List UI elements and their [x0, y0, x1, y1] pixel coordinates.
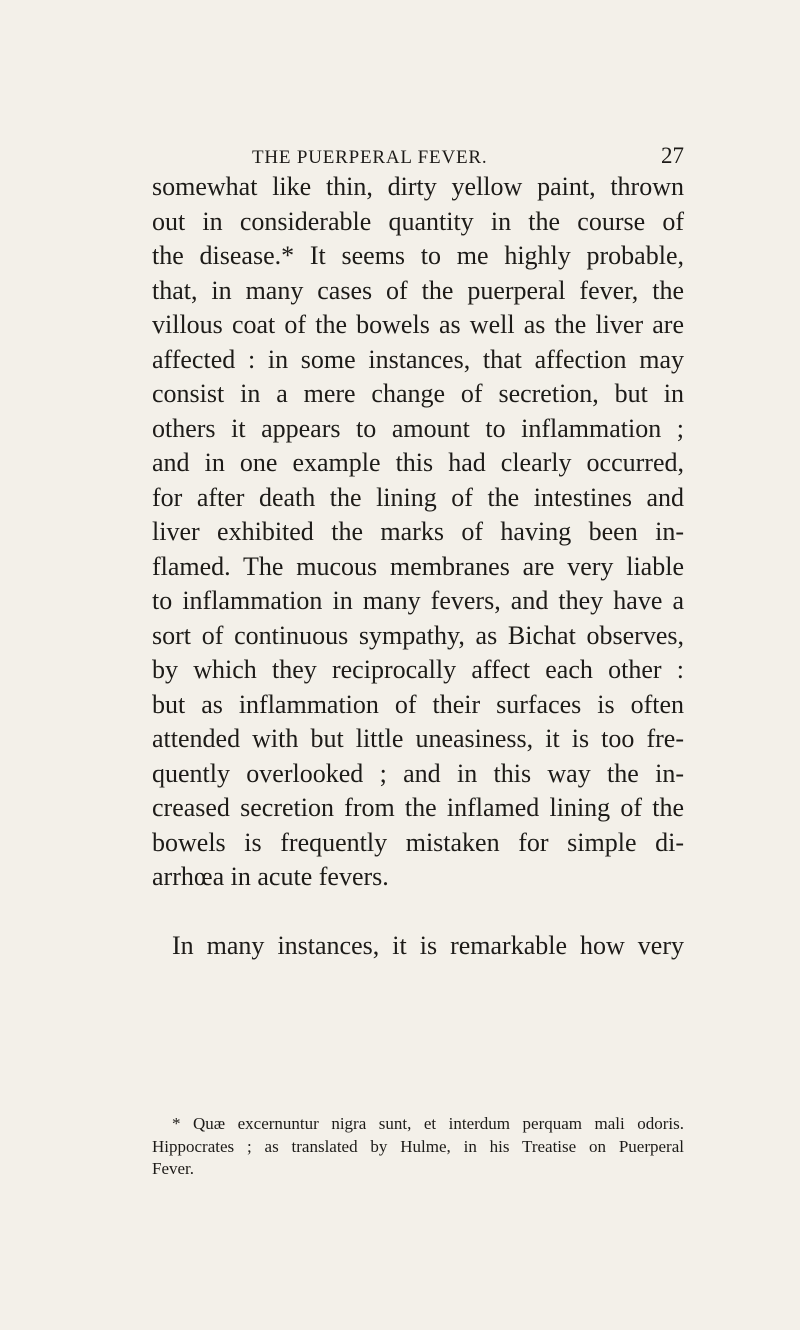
text-line: flamed. The mucous membranes are very liable [152, 551, 684, 581]
text-line: to inflammation in many fevers, and they have a [152, 586, 684, 615]
footnote [152, 1113, 684, 1181]
text-line: bowels is frequently mistaken for simple di- [152, 827, 684, 857]
text-line: liver exhibited the marks of having been in- [152, 517, 684, 546]
text-line: villous coat of the bowels as well as the liver are [152, 310, 684, 339]
text-line: sort of continuous sympathy, as Bichat observes, [152, 620, 684, 650]
text-line: In many instances, it is remarkable how very [172, 930, 684, 960]
text-line: that, in many cases of the puerperal fever, the [152, 275, 684, 305]
text-line: quently overlooked ; and in this way the in- [152, 758, 684, 788]
body-text [152, 170, 684, 963]
page-number: 27 [661, 143, 684, 168]
text-line: consist in a mere change of secretion, but in [152, 379, 684, 408]
running-title: THE PUERPERAL FEVER. [252, 147, 488, 168]
text-line: for after death the lining of the intestines and [152, 482, 684, 512]
text-line: the disease.* It seems to me highly probable, [152, 241, 684, 270]
text-line: out in considerable quantity in the course of [152, 206, 684, 236]
footnote-line: Fever. [152, 1159, 195, 1178]
footnote-line: Hippocrates ; as translated by Hulme, in his Treatise on Puerperal [152, 1136, 684, 1156]
text-line: by which they reciprocally affect each other : [152, 655, 684, 684]
text-line: arrhœa in acute fevers. [152, 862, 389, 891]
text-line: but as inflammation of their surfaces is often [152, 689, 684, 719]
paragraph-break [152, 895, 684, 929]
text-line: affected : in some instances, that affection may [152, 344, 684, 374]
text-line: somewhat like thin, dirty yellow paint, thrown [152, 172, 684, 201]
text-line: others it appears to amount to inflammation ; [152, 413, 684, 443]
text-line: attended with but little uneasiness, it is too fre- [152, 724, 684, 753]
footnote-line: * Quæ excernuntur nigra sunt, et interdum perquam mali odoris. [172, 1114, 684, 1133]
text-line: creased secretion from the inflamed lining of the [152, 793, 684, 822]
text-line: and in one example this had clearly occurred, [152, 448, 684, 477]
